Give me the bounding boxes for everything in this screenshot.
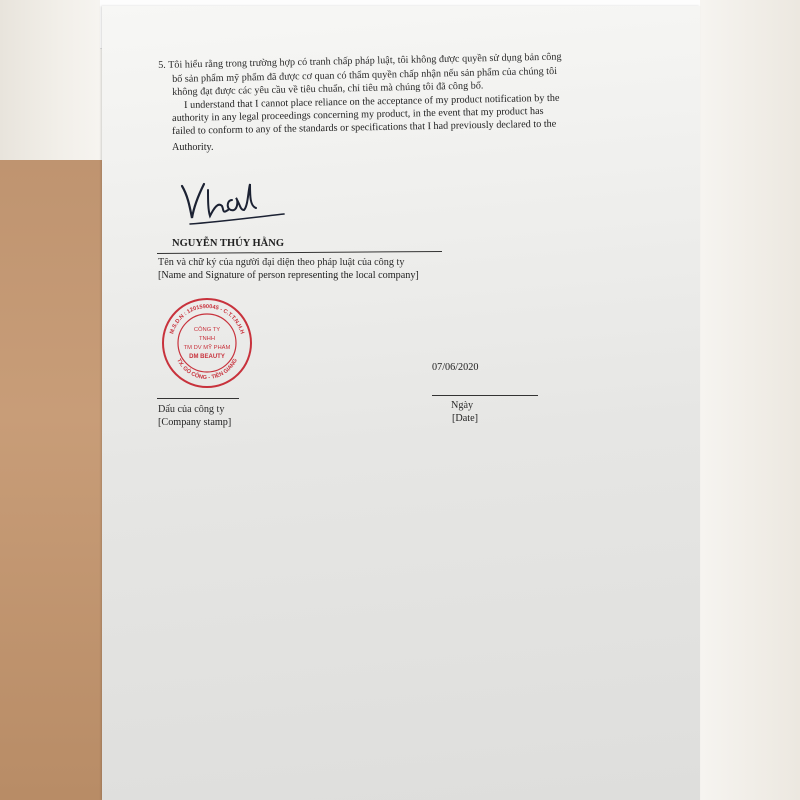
clause5-en-line4: Authority. — [172, 142, 214, 153]
stamp-center-line3: TM DV MỸ PHẨM — [183, 345, 231, 351]
clause5-en-line2: authority in any legal proceedings concerning my product, in the event that my product has — [172, 105, 544, 124]
stamp-caption-en: [Company stamp] — [158, 417, 232, 428]
wooden-table-edge — [0, 160, 108, 800]
stamp-line — [157, 398, 239, 399]
stamp-ring-top: M.S.D.N : 1201590045 - C.T.T.N.H.H — [169, 303, 245, 335]
clause5-en-line3: failed to conform to any of the standards or specifications that I had previously declared to the — [172, 118, 557, 137]
handwritten-signature — [178, 180, 288, 228]
date-caption-vn: Ngày — [451, 400, 474, 411]
stamp-center-line1: CÔNG TY — [193, 327, 221, 333]
date-value: 07/06/2020 — [432, 362, 479, 373]
signer-caption-vn: Tên và chữ ký của người đại diện theo pháp luật của công ty — [158, 257, 405, 268]
clause5-vn-line2: bố sản phẩm mỹ phẩm đã được cơ quan có thẩm quyền chấp nhận nếu sản phẩm của chúng tôi — [172, 65, 558, 85]
signer-caption-en: [Name and Signature of person representing the local company] — [158, 270, 419, 281]
company-stamp — [160, 296, 254, 390]
stamp-caption-vn: Dấu của công ty — [158, 404, 225, 415]
stamp-center-line4: DM BEAUTY — [189, 354, 225, 360]
date-line — [432, 395, 538, 396]
signer-name: NGUYỄN THÚY HẰNG — [172, 238, 285, 249]
date-caption-en: [Date] — [452, 413, 479, 424]
clause5-vn-line3: không đạt được các yêu cầu về tiêu chuẩn, chỉ tiêu mà chúng tôi đã công bố. — [172, 80, 484, 98]
clause5-en-line1: I understand that I cannot place reliance on the acceptance of my product notification by the — [184, 92, 560, 111]
stamp-center-line2: TNHH — [198, 336, 216, 342]
stamp-ring-bottom: TX. GÒ CÔNG - TIỀN GIANG — [175, 357, 239, 382]
clause5-vn-line1: 5. Tôi hiểu rằng trong trường hợp có tranh chấp pháp luật, tôi không được quyền sử dụng bản công — [158, 51, 562, 71]
